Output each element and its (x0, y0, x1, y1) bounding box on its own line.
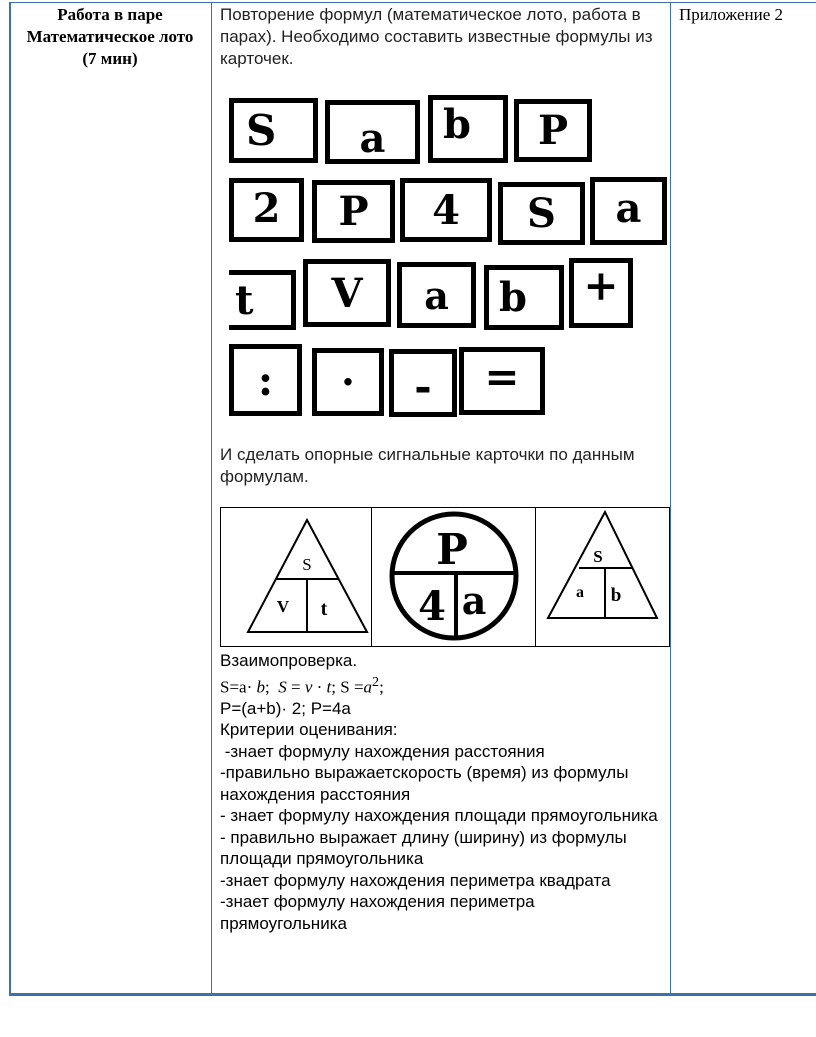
formula-area: S=a· (220, 677, 257, 697)
card-symbol: + (583, 260, 619, 310)
card-symbol: t (235, 276, 254, 324)
formula-var-t: t (326, 677, 332, 697)
table-divider-2 (670, 2, 671, 995)
lotto-card (484, 265, 564, 330)
card-symbol: 2 (252, 184, 281, 232)
card-symbol: P (338, 188, 369, 235)
lotto-card (514, 99, 592, 162)
formula-square: ; S = (331, 677, 364, 697)
criteria-title: Критерии оценивания: (220, 720, 398, 740)
formula-eq: = (286, 677, 305, 697)
lotto-card (569, 258, 633, 328)
circle-top-symbol: P (436, 525, 468, 574)
triangle-left-symbol: V (276, 597, 290, 616)
triangle-diagram-sab (536, 508, 671, 648)
criteria-item: - правильно выражает длину (ширину) из формулы площади прямоугольника (220, 827, 627, 869)
formula-exponent: 2 (372, 673, 380, 690)
activity-title-line2: Математическое лото (26, 27, 194, 46)
formula-var-b: b (256, 677, 265, 697)
card-symbol: a (424, 272, 449, 318)
check-title: Взаимопроверка. (220, 651, 358, 670)
lotto-card (229, 98, 318, 163)
table-divider-1 (211, 2, 212, 995)
triangle-right-symbol: b (610, 585, 622, 606)
lotto-card (428, 95, 508, 163)
table-border-top (9, 2, 816, 3)
criteria-item: -знает формулу нахождения периметра прямоугольника (220, 892, 535, 933)
circle-right-symbol: a (461, 578, 487, 623)
activity-duration: (7 мин) (82, 49, 138, 68)
table-border-bottom (9, 993, 816, 996)
triangle-right-symbol: t (320, 598, 328, 620)
lotto-card (229, 344, 302, 416)
formula-dot: · (312, 677, 327, 697)
criteria-item: - знает формулу нахождения площади прямоугольника (220, 806, 658, 826)
card-symbol: - (414, 361, 432, 411)
lotto-card (400, 178, 492, 242)
intro-text: Повторение формул (математическое лото, работа в парах). Необходимо составить известные формулы из карточек. (220, 5, 653, 68)
activity-title (12, 4, 208, 70)
formula-line-1 (220, 672, 665, 698)
triangle-top-symbol: S (593, 547, 603, 566)
lotto-card (389, 349, 457, 417)
card-symbol: a (615, 184, 642, 232)
criteria-item: -знает формулу нахождения периметра квадрата (220, 870, 611, 890)
card-symbol: b (499, 274, 527, 321)
card-symbol: 4 (432, 186, 460, 234)
lotto-card (397, 262, 476, 328)
formula-sep: ; (265, 677, 279, 697)
circle-left-symbol: 4 (418, 583, 446, 630)
card-symbol: S (527, 190, 556, 237)
card-symbol: = (484, 351, 520, 401)
formula-var-S: S (278, 677, 287, 697)
signal-card-circle-p4a (371, 507, 536, 647)
table-border-left (9, 2, 11, 995)
triangle-left-symbol: a (576, 584, 584, 601)
card-symbol: : (257, 355, 274, 405)
appendix-label: Приложение 2 (679, 5, 783, 24)
lotto-card (229, 178, 304, 242)
signal-card-triangle-svt (220, 507, 372, 647)
criteria-item: -правильно выражаетскорость (время) из формулы нахождения расстояния (220, 763, 629, 804)
formula-var-v: v (304, 677, 313, 697)
card-symbol: b (443, 100, 471, 148)
formula-var-a: a (363, 677, 373, 697)
lotto-card (312, 180, 395, 243)
lotto-card (498, 182, 585, 245)
card-symbol: a (359, 114, 386, 162)
card-symbol: · (341, 358, 355, 406)
criteria-item: -знает формулу нахождения расстояния (220, 741, 545, 761)
card-symbol: V (331, 269, 363, 317)
check-block (220, 650, 665, 934)
triangle-diagram-svt (221, 508, 373, 648)
card-symbol: S (246, 106, 277, 155)
card-symbol: P (537, 107, 569, 154)
signal-card-triangle-sab (535, 507, 670, 647)
triangle-top-symbol: S (302, 555, 312, 574)
lotto-card (459, 347, 545, 415)
lotto-card (325, 100, 420, 164)
lotto-card (229, 270, 296, 330)
formula-end: ; (379, 677, 384, 697)
signal-cards-text: И сделать опорные сигнальные карточки по данным формулам. (220, 445, 635, 486)
activity-title-line1: Работа в паре (57, 5, 163, 24)
circle-diagram-p4a (372, 508, 537, 648)
lotto-card (590, 177, 667, 245)
formula-line-2: P=(a+b)· 2; P=4a (220, 698, 351, 718)
lotto-card (303, 259, 391, 327)
lotto-card (312, 348, 384, 416)
